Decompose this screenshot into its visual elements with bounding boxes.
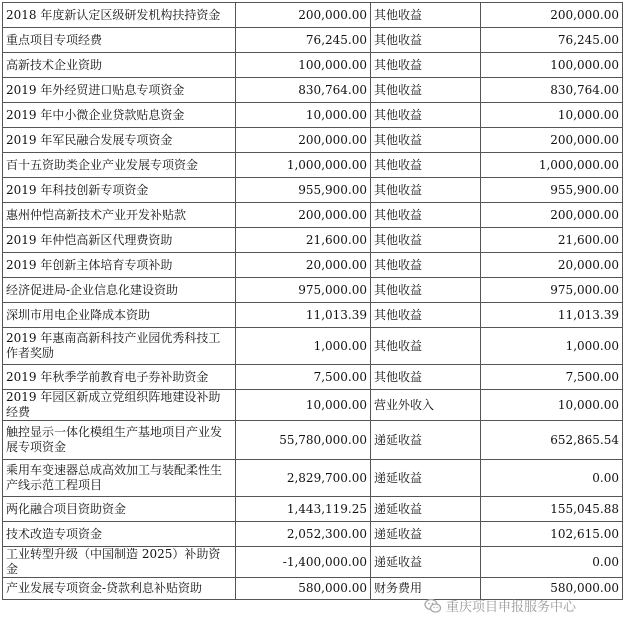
current-amount-cell: 200,000.00 — [481, 203, 623, 228]
account-cell: 递延收益 — [371, 547, 481, 578]
watermark-text: 重庆项目申报服务中心 — [446, 600, 577, 615]
grant-item-cell: 重点项目专项经费 — [3, 28, 236, 53]
table-row — [3, 153, 623, 178]
grant-amount-cell: 76,245.00 — [236, 28, 371, 53]
table-row — [3, 522, 623, 547]
current-amount-cell: 10,000.00 — [481, 390, 623, 421]
current-amount-cell: 830,764.00 — [481, 78, 623, 103]
account-cell: 其他收益 — [371, 53, 481, 78]
current-amount-cell: 0.00 — [481, 460, 623, 497]
table-row — [3, 278, 623, 303]
current-amount-cell: 0.00 — [481, 547, 623, 578]
table-row — [3, 253, 623, 278]
table-row — [3, 460, 623, 497]
account-cell: 其他收益 — [371, 178, 481, 203]
grant-item-cell: 2019 年科技创新专项资金 — [3, 178, 236, 203]
grant-amount-cell: 1,000,000.00 — [236, 153, 371, 178]
grant-amount-cell: 21,600.00 — [236, 228, 371, 253]
grant-item-cell: 2019 年外经贸进口贴息专项资金 — [3, 78, 236, 103]
current-amount-cell: 20,000.00 — [481, 253, 623, 278]
current-amount-cell: 7,500.00 — [481, 365, 623, 390]
table-row — [3, 53, 623, 78]
current-amount-cell: 955,900.00 — [481, 178, 623, 203]
grant-item-cell: 惠州仲恺高新技术产业开发补贴款 — [3, 203, 236, 228]
grant-item-cell: 2018 年度新认定区级研发机构扶持资金 — [3, 3, 236, 28]
table-row — [3, 328, 623, 365]
table-row — [3, 28, 623, 53]
grant-item-cell: 技术改造专项资金 — [3, 522, 236, 547]
table-row — [3, 303, 623, 328]
current-amount-cell: 1,000.00 — [481, 328, 623, 365]
table-row — [3, 103, 623, 128]
table-row — [3, 228, 623, 253]
grant-amount-cell: -1,400,000.00 — [236, 547, 371, 578]
grant-item-cell: 工业转型升级（中国制造 2025）补助资金 — [3, 547, 236, 578]
account-cell: 其他收益 — [371, 203, 481, 228]
grant-item-cell: 2019 年中小微企业贷款贴息资金 — [3, 103, 236, 128]
table-row — [3, 365, 623, 390]
account-cell: 其他收益 — [371, 103, 481, 128]
current-amount-cell: 10,000.00 — [481, 103, 623, 128]
current-amount-cell: 21,600.00 — [481, 228, 623, 253]
grant-amount-cell: 20,000.00 — [236, 253, 371, 278]
account-cell: 其他收益 — [371, 278, 481, 303]
table-row — [3, 128, 623, 153]
account-cell: 营业外收入 — [371, 390, 481, 421]
account-cell: 其他收益 — [371, 328, 481, 365]
grant-amount-cell: 955,900.00 — [236, 178, 371, 203]
grant-amount-cell: 830,764.00 — [236, 78, 371, 103]
grant-amount-cell: 580,000.00 — [236, 578, 371, 600]
grant-item-cell: 百十五资助类企业产业发展专项资金 — [3, 153, 236, 178]
current-amount-cell: 11,013.39 — [481, 303, 623, 328]
current-amount-cell: 155,045.88 — [481, 497, 623, 522]
current-amount-cell: 580,000.00 — [481, 578, 623, 600]
account-cell: 其他收益 — [371, 28, 481, 53]
grant-item-cell: 2019 年创新主体培育专项补助 — [3, 253, 236, 278]
grant-item-cell: 产业发展专项资金-贷款利息补贴资助 — [3, 578, 236, 600]
account-cell: 其他收益 — [371, 228, 481, 253]
table-row — [3, 178, 623, 203]
grant-amount-cell: 200,000.00 — [236, 203, 371, 228]
grant-amount-cell: 10,000.00 — [236, 390, 371, 421]
account-cell: 递延收益 — [371, 460, 481, 497]
current-amount-cell: 200,000.00 — [481, 3, 623, 28]
grant-item-cell: 高新技术企业资助 — [3, 53, 236, 78]
current-amount-cell: 76,245.00 — [481, 28, 623, 53]
table-row — [3, 547, 623, 578]
account-cell: 其他收益 — [371, 153, 481, 178]
grant-amount-cell: 1,443,119.25 — [236, 497, 371, 522]
grant-amount-cell: 100,000.00 — [236, 53, 371, 78]
account-cell: 其他收益 — [371, 78, 481, 103]
grant-item-cell: 2019 年惠南高新科技产业园优秀科技工作者奖励 — [3, 328, 236, 365]
table-row — [3, 203, 623, 228]
grant-amount-cell: 11,013.39 — [236, 303, 371, 328]
grant-item-cell: 乘用车变速器总成高效加工与装配柔性生产线示范工程项目 — [3, 460, 236, 497]
current-amount-cell: 200,000.00 — [481, 128, 623, 153]
grant-amount-cell: 200,000.00 — [236, 128, 371, 153]
account-cell: 其他收益 — [371, 3, 481, 28]
account-cell: 递延收益 — [371, 497, 481, 522]
grant-item-cell: 2019 年秋季学前教育电子券补助资金 — [3, 365, 236, 390]
account-cell: 其他收益 — [371, 365, 481, 390]
current-amount-cell: 975,000.00 — [481, 278, 623, 303]
grant-amount-cell: 200,000.00 — [236, 3, 371, 28]
table-body — [3, 3, 623, 600]
grant-item-cell: 深圳市用电企业降成本资助 — [3, 303, 236, 328]
account-cell: 其他收益 — [371, 128, 481, 153]
current-amount-cell: 102,615.00 — [481, 522, 623, 547]
grant-item-cell: 两化融合项目资助资金 — [3, 497, 236, 522]
table-row — [3, 497, 623, 522]
current-amount-cell: 100,000.00 — [481, 53, 623, 78]
account-cell: 递延收益 — [371, 421, 481, 460]
grant-amount-cell: 10,000.00 — [236, 103, 371, 128]
grant-item-cell: 触控显示一体化模组生产基地项目产业发展专项资金 — [3, 421, 236, 460]
account-cell: 其他收益 — [371, 303, 481, 328]
table-row — [3, 78, 623, 103]
table-row — [3, 3, 623, 28]
grant-amount-cell: 2,829,700.00 — [236, 460, 371, 497]
grant-item-cell: 经济促进局-企业信息化建设资助 — [3, 278, 236, 303]
table-row — [3, 578, 623, 600]
grant-amount-cell: 55,780,000.00 — [236, 421, 371, 460]
grant-amount-cell: 975,000.00 — [236, 278, 371, 303]
account-cell: 财务费用 — [371, 578, 481, 600]
government-grants-table — [2, 2, 623, 600]
account-cell: 递延收益 — [371, 522, 481, 547]
grant-item-cell: 2019 年园区新成立党组织阵地建设补助经费 — [3, 390, 236, 421]
current-amount-cell: 1,000,000.00 — [481, 153, 623, 178]
grant-amount-cell: 2,052,300.00 — [236, 522, 371, 547]
account-cell: 其他收益 — [371, 253, 481, 278]
table-row — [3, 390, 623, 421]
grant-item-cell: 2019 年仲恺高新区代理费资助 — [3, 228, 236, 253]
grant-amount-cell: 7,500.00 — [236, 365, 371, 390]
grant-item-cell: 2019 年军民融合发展专项资金 — [3, 128, 236, 153]
grant-amount-cell: 1,000.00 — [236, 328, 371, 365]
table-row — [3, 421, 623, 460]
current-amount-cell: 652,865.54 — [481, 421, 623, 460]
